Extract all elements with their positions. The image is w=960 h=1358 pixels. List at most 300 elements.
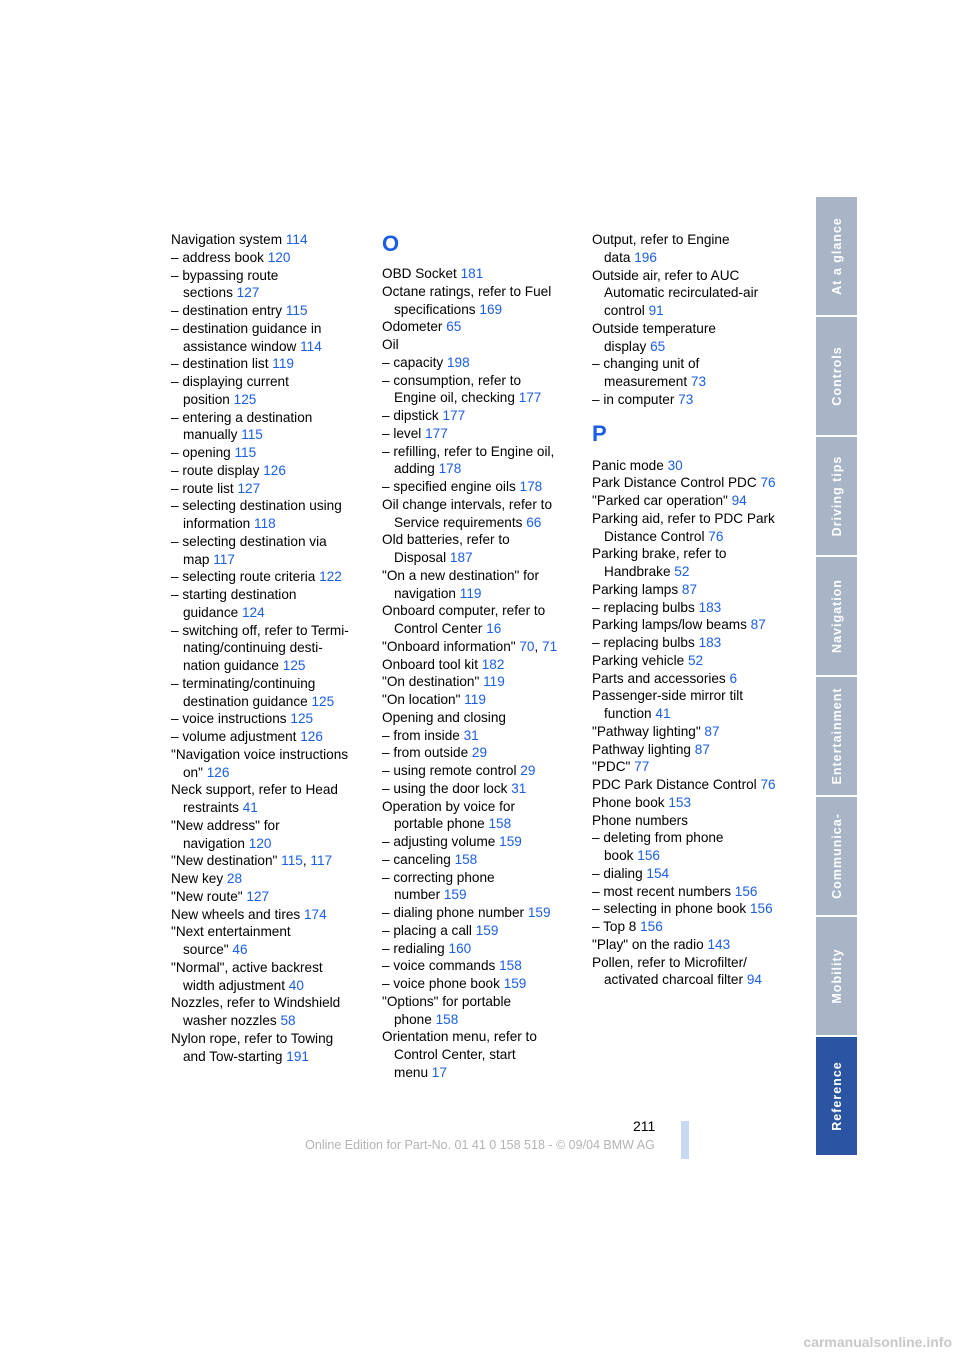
page-reference-link[interactable]: 91 — [648, 303, 664, 318]
page-reference-link[interactable]: 159 — [475, 922, 499, 938]
page-reference-link[interactable]: 76 — [708, 528, 724, 544]
index-entry-text: phone — [394, 1011, 436, 1027]
index-entry — [171, 231, 361, 249]
index-entry-text: – using remote control — [382, 763, 521, 778]
index-entry-text: Disposal — [394, 550, 450, 565]
index-entry-text: – in computer — [592, 391, 679, 407]
index-entry-text: manually — [183, 427, 242, 443]
page-reference-link[interactable]: 143 — [707, 936, 731, 952]
page-reference-link[interactable]: 159 — [527, 905, 551, 920]
index-entry-text: Automatic recirculated-air — [604, 285, 759, 301]
chapter-tab-driving-tips[interactable] — [816, 437, 857, 557]
index-entry — [171, 835, 361, 853]
page-reference-link[interactable]: 120 — [248, 835, 272, 851]
index-entry — [592, 302, 787, 320]
index-entry-text: Octane ratings, refer to Fuel — [382, 283, 552, 299]
page-reference-link[interactable]: 77 — [634, 759, 650, 775]
index-entry — [171, 977, 361, 995]
index-entry — [171, 693, 361, 711]
index-entry-text: portable phone — [394, 816, 489, 832]
page-reference-link[interactable]: 159 — [499, 834, 522, 849]
index-entry-text: Pollen, refer to Microfilter/ — [592, 954, 747, 970]
index-entry-text: – opening — [171, 445, 235, 460]
index-entry-text: Parking lamps/low beams — [592, 617, 751, 633]
page-reference-link[interactable]: 73 — [678, 391, 694, 407]
page-reference-link[interactable]: 71 — [542, 638, 558, 654]
page-reference-link[interactable]: 125 — [233, 391, 257, 407]
index-entry-text: restraints — [183, 800, 243, 815]
page-reference-link[interactable]: 191 — [286, 1048, 309, 1064]
index-entry — [171, 355, 361, 373]
page-reference-link[interactable]: 119 — [483, 674, 505, 690]
index-entry-text: – from inside — [382, 727, 464, 743]
page-reference-link[interactable]: 125 — [290, 711, 314, 727]
page-reference-link[interactable]: 159 — [503, 976, 527, 991]
index-entry — [171, 746, 361, 764]
index-entry — [171, 852, 361, 870]
page-reference-link[interactable]: 31 — [463, 727, 479, 743]
page-reference-link[interactable]: 156 — [640, 919, 663, 934]
index-entry — [592, 776, 787, 794]
index-entry-text: Output, refer to Engine — [592, 232, 730, 247]
index-entry — [382, 780, 572, 798]
page-reference-link[interactable]: 177 — [442, 408, 466, 423]
index-entry — [382, 886, 572, 904]
index-entry — [171, 568, 361, 586]
chapter-tab-at-a-glance[interactable] — [816, 197, 857, 317]
page-reference-link[interactable]: 119 — [464, 692, 486, 707]
index-entry-text: – destination entry — [171, 303, 286, 318]
chapter-tab-entertainment[interactable] — [816, 677, 857, 797]
page-reference-link[interactable]: 87 — [750, 617, 766, 633]
page-reference-link[interactable]: 127 — [237, 480, 261, 496]
page-reference-link[interactable]: 115 — [234, 445, 257, 460]
page-reference-link[interactable]: 156 — [637, 848, 660, 863]
chapter-tab-label: Communica- — [829, 813, 844, 899]
index-entry — [171, 586, 361, 604]
index-entry — [592, 320, 787, 338]
index-column-3 — [592, 231, 787, 989]
page-reference-link[interactable]: 198 — [446, 354, 470, 370]
index-entry — [592, 670, 787, 688]
index-entry-text: Parking aid, refer to PDC Park — [592, 510, 775, 526]
index-entry-text: specifications — [394, 301, 480, 317]
index-entry-text: Panic mode — [592, 457, 668, 473]
index-entry — [382, 815, 572, 833]
index-entry — [382, 638, 572, 656]
page-reference-link[interactable]: 182 — [481, 656, 505, 672]
index-entry-text: map — [183, 551, 214, 567]
index-entry — [592, 847, 787, 865]
page-reference-link[interactable]: 58 — [280, 1013, 296, 1028]
index-entry — [382, 336, 572, 354]
index-entry-text: – canceling — [382, 851, 455, 867]
index-entry-text: Phone numbers — [592, 812, 688, 828]
page-reference-link[interactable]: 126 — [206, 764, 230, 780]
index-entry-text: Oil change intervals, refer to — [382, 496, 553, 512]
page-reference-link[interactable]: 87 — [681, 581, 698, 597]
page-reference-link[interactable]: 46 — [232, 942, 248, 957]
index-entry-text: Passenger-side mirror tilt — [592, 688, 744, 704]
index-entry — [592, 741, 787, 759]
index-entry — [171, 639, 361, 657]
page-reference-link[interactable]: 183 — [698, 599, 722, 615]
page-reference-link[interactable]: 187 — [449, 550, 473, 565]
index-entry-text: Nozzles, refer to Windshield — [171, 995, 341, 1011]
page-reference-link[interactable]: 28 — [226, 871, 243, 886]
index-entry — [171, 870, 361, 888]
index-entry-text: Parking vehicle — [592, 652, 688, 668]
index-entry — [382, 496, 572, 514]
index-entry-text: – volume adjustment — [171, 729, 301, 744]
index-entry-text: Distance Control — [604, 528, 709, 544]
index-entry-text: activated charcoal filter — [604, 972, 747, 988]
chapter-tab-label: Navigation — [829, 579, 844, 653]
index-entry-text: sections — [183, 285, 237, 301]
page-reference-link[interactable]: 114 — [285, 232, 308, 247]
page-reference-link[interactable]: 70 — [519, 638, 535, 654]
page-reference-link[interactable]: 16 — [486, 621, 502, 636]
index-entry — [171, 906, 361, 924]
index-entry — [382, 993, 572, 1011]
chapter-tab-navigation[interactable] — [816, 557, 857, 677]
chapter-tab-mobility[interactable] — [816, 917, 857, 1037]
page-reference-link[interactable]: 169 — [479, 301, 503, 317]
index-entry — [592, 687, 787, 705]
index-entry — [171, 444, 361, 462]
index-entry — [171, 391, 361, 409]
page-reference-link[interactable]: 196 — [634, 249, 657, 265]
index-entry — [592, 954, 787, 972]
page-reference-link[interactable]: 125 — [311, 693, 335, 709]
index-entry — [171, 959, 361, 977]
index-entry-text: book — [604, 848, 638, 863]
index-entry-text: Opening and closing — [382, 709, 506, 725]
index-entry — [592, 510, 787, 528]
index-entry-text: – selecting route criteria — [171, 569, 320, 585]
index-entry — [382, 372, 572, 390]
page-reference-link[interactable]: 31 — [511, 780, 527, 796]
index-entry — [382, 354, 572, 372]
chapter-tab-controls[interactable] — [816, 317, 857, 437]
index-entry — [382, 265, 572, 283]
page-reference-link[interactable]: 160 — [448, 940, 472, 956]
index-entry-text: – most recent numbers — [592, 883, 735, 899]
index-entry — [171, 284, 361, 302]
index-entry — [171, 1030, 361, 1048]
page-reference-link[interactable]: 154 — [646, 865, 670, 881]
index-entry — [592, 249, 787, 267]
page-reference-link[interactable]: 156 — [749, 901, 773, 917]
page-reference-link[interactable]: 158 — [435, 1011, 459, 1027]
index-entry — [382, 851, 572, 869]
page-reference-link[interactable]: 158 — [454, 851, 478, 867]
index-entry — [382, 301, 572, 319]
index-entry — [382, 514, 572, 532]
page-reference-link[interactable]: 65 — [446, 319, 462, 335]
index-entry — [592, 758, 787, 776]
index-entry — [382, 531, 572, 549]
index-entry-text: Nylon rope, refer to Towing — [171, 1030, 334, 1046]
page-reference-link[interactable]: 181 — [460, 266, 484, 281]
page-reference-link[interactable]: 156 — [734, 883, 758, 899]
index-entry — [171, 764, 361, 782]
page-reference-link[interactable]: 153 — [668, 794, 692, 810]
index-entry-text: width adjustment — [183, 977, 289, 993]
page-reference-link[interactable]: 117 — [310, 853, 333, 869]
page-reference-link[interactable]: 118 — [254, 516, 276, 531]
index-entry — [171, 675, 361, 693]
index-entry-text: – displaying current — [171, 374, 289, 389]
page-reference-link[interactable]: 87 — [694, 741, 710, 757]
index-entry — [382, 709, 572, 727]
index-entry-text: "Next entertainment — [171, 924, 291, 940]
page-reference-link[interactable]: 76 — [760, 475, 776, 491]
page-reference-link[interactable]: 65 — [650, 338, 666, 354]
index-entry — [382, 762, 572, 780]
page-reference-link[interactable]: 76 — [760, 777, 776, 792]
index-entry — [171, 497, 361, 515]
page-reference-link[interactable]: 159 — [443, 887, 467, 903]
index-column-1 — [171, 231, 361, 1065]
index-entry-text: – switching off, refer to Termi- — [171, 622, 349, 638]
page-reference-link[interactable]: 158 — [488, 816, 512, 832]
page-reference-link[interactable]: 17 — [431, 1064, 447, 1080]
index-entry — [592, 581, 787, 599]
index-entry — [382, 940, 572, 958]
page-reference-link[interactable]: 183 — [698, 635, 722, 650]
page-reference-link[interactable]: 87 — [704, 723, 720, 739]
page-reference-link[interactable]: 73 — [690, 374, 707, 389]
index-entry-text: washer nozzles — [183, 1013, 281, 1028]
page-reference-link[interactable]: 158 — [499, 958, 522, 974]
chapter-tab-label: Mobility — [829, 948, 844, 1004]
index-entry — [382, 567, 572, 585]
index-entry-text: navigation — [183, 835, 249, 851]
index-entry-text: Service requirements — [394, 514, 527, 530]
index-entry-text: – changing unit of — [592, 356, 700, 372]
index-entry-text: – voice instructions — [171, 711, 291, 727]
index-entry — [171, 1012, 361, 1030]
index-entry — [171, 657, 361, 675]
index-entry-text: OBD Socket — [382, 266, 461, 281]
page-reference-link[interactable]: 41 — [655, 706, 671, 721]
chapter-tab-label: Controls — [829, 346, 844, 406]
page-reference-link[interactable]: 41 — [242, 800, 258, 815]
page-reference-link[interactable]: 126 — [300, 729, 323, 744]
chapter-tab-label: Reference — [829, 1061, 844, 1131]
index-entry — [171, 533, 361, 551]
index-entry — [382, 407, 572, 425]
page-reference-link[interactable]: 126 — [263, 462, 286, 478]
index-entry-text: – bypassing route — [171, 267, 279, 283]
index-entry-text: "Play" on the radio — [592, 936, 708, 952]
index-entry — [592, 373, 787, 391]
index-entry — [592, 900, 787, 918]
section-letter: O — [382, 231, 400, 256]
index-entry-text: – correcting phone — [382, 869, 495, 885]
page-reference-link[interactable]: 29 — [520, 763, 536, 778]
index-entry — [382, 798, 572, 816]
page-reference-link[interactable]: 52 — [687, 652, 704, 668]
index-entry — [592, 616, 787, 634]
index-entry-text: navigation — [394, 585, 460, 601]
page-reference-separator: , — [302, 853, 311, 869]
page-reference-link[interactable]: 177 — [518, 390, 542, 406]
index-entry — [592, 563, 787, 581]
index-entry-text: – voice commands — [382, 958, 500, 974]
index-entry-text: – voice phone book — [382, 976, 504, 991]
page-reference-link[interactable]: 177 — [425, 425, 448, 441]
index-entry-text: – using the door lock — [382, 780, 512, 796]
page-number: 211 — [633, 1118, 656, 1134]
index-entry-text: source" — [183, 942, 233, 957]
index-entry-text: Parking lamps — [592, 581, 682, 597]
index-column-2 — [382, 231, 572, 1082]
index-entry — [592, 652, 787, 670]
index-entry — [382, 389, 572, 407]
page-reference-link[interactable]: 117 — [213, 551, 235, 567]
index-entry — [382, 318, 572, 336]
index-entry — [171, 249, 361, 267]
index-entry — [592, 492, 787, 510]
index-entry — [382, 744, 572, 762]
page-reference-link[interactable]: 178 — [519, 479, 543, 494]
index-entry — [171, 338, 361, 356]
page-reference-link[interactable]: 6 — [729, 670, 738, 686]
index-entry — [382, 620, 572, 638]
index-entry-text: – placing a call — [382, 922, 476, 938]
index-entry-text: – from outside — [382, 745, 472, 761]
index-entry-text: Parts and accessories — [592, 670, 730, 686]
index-entry-text: – adjusting volume — [382, 834, 500, 849]
index-entry-text: – selecting destination using — [171, 498, 342, 514]
page-reference-link[interactable]: 66 — [526, 514, 542, 530]
page-reference-link[interactable]: 119 — [459, 585, 482, 601]
index-entry — [382, 283, 572, 301]
index-entry-text: on" — [183, 764, 207, 780]
index-entry — [592, 545, 787, 563]
index-entry-text: – route list — [171, 480, 238, 496]
index-entry-text: Handbrake — [604, 564, 675, 579]
index-entry — [382, 673, 572, 691]
index-entry — [382, 443, 572, 461]
page-reference-link[interactable]: 174 — [303, 906, 327, 922]
index-entry — [592, 936, 787, 954]
index-entry-text: PDC Park Distance Control — [592, 777, 761, 792]
index-entry — [171, 462, 361, 480]
index-entry — [382, 869, 572, 887]
index-entry-text: New wheels and tires — [171, 906, 304, 922]
index-entry-text: "Parked car operation" — [592, 493, 732, 508]
page-reference-link[interactable]: 120 — [267, 249, 291, 265]
page-reference-link[interactable]: 40 — [288, 977, 304, 993]
index-entry-text: "Navigation voice instructions — [171, 746, 349, 762]
index-entry-text: "New address" for — [171, 817, 280, 833]
index-entry — [592, 457, 787, 475]
page-reference-link[interactable]: 178 — [438, 461, 462, 477]
index-entry-text: Phone book — [592, 794, 669, 810]
page-reference-link[interactable]: 94 — [746, 972, 762, 988]
index-entry — [171, 994, 361, 1012]
index-entry-text: – dialing — [592, 865, 647, 881]
section-letter: P — [592, 420, 607, 446]
page-reference-link[interactable]: 114 — [300, 338, 322, 354]
index-entry — [592, 634, 787, 652]
index-entry — [382, 460, 572, 478]
index-entry — [171, 710, 361, 728]
index-entry-text: – destination list — [171, 356, 273, 372]
index-entry-text: – selecting in phone book — [592, 901, 750, 917]
index-entry — [171, 480, 361, 498]
index-entry-text: Orientation menu, refer to — [382, 1029, 537, 1045]
footer-edition-note: Online Edition for Part-No. 01 41 0 158 518 - © 09/04 BMW AG — [305, 1138, 655, 1152]
index-entry-text: Old batteries, refer to — [382, 532, 510, 548]
index-entry — [171, 941, 361, 959]
index-entry-text: guidance — [183, 604, 242, 620]
page-reference-link[interactable]: 122 — [319, 569, 342, 585]
index-entry — [592, 391, 787, 409]
page-reference-link[interactable]: 52 — [674, 564, 690, 579]
index-entry-text: – consumption, refer to — [382, 372, 522, 388]
page-reference-link[interactable]: 29 — [471, 745, 488, 761]
index-entry-text: – destination guidance in — [171, 320, 322, 336]
page-reference-link[interactable]: 30 — [667, 457, 683, 473]
index-entry-text: Outside temperature — [592, 320, 716, 336]
index-entry-text: information — [183, 516, 255, 531]
page-reference-link[interactable]: 127 — [246, 888, 270, 904]
chapter-tab-label: At a glance — [829, 217, 844, 295]
index-entry-text: Operation by voice for — [382, 798, 515, 814]
index-entry-text: Navigation system — [171, 232, 286, 247]
index-entry — [382, 585, 572, 603]
page-reference-link[interactable]: 127 — [236, 285, 260, 301]
page-reference-link[interactable]: 125 — [282, 658, 306, 673]
page-reference-link[interactable]: 115 — [285, 303, 308, 318]
index-entry — [592, 599, 787, 617]
index-entry — [382, 1046, 572, 1064]
index-entry — [382, 904, 572, 922]
index-entry-text: nation guidance — [183, 658, 283, 673]
index-entry-text: – replacing bulbs — [592, 635, 699, 650]
index-entry — [592, 474, 787, 492]
index-entry — [382, 691, 572, 709]
index-entry-text: data — [604, 249, 635, 265]
index-entry — [592, 971, 787, 989]
page-reference-link[interactable]: 119 — [272, 356, 294, 372]
index-entry — [171, 781, 361, 799]
index-entry-text: – capacity — [382, 354, 447, 370]
chapter-tab-communica[interactable] — [816, 797, 857, 917]
page-reference-link[interactable]: 124 — [241, 604, 265, 620]
page-reference-link[interactable]: 115 — [281, 853, 303, 869]
index-entry — [382, 425, 572, 443]
index-entry — [171, 604, 361, 622]
index-entry-text: – deleting from phone — [592, 830, 724, 846]
index-entry-text: Park Distance Control PDC — [592, 475, 761, 491]
index-entry-text: destination guidance — [183, 693, 312, 709]
index-entry-text: Onboard tool kit — [382, 656, 482, 672]
watermark: carmanualsonline.info — [803, 1334, 952, 1350]
index-entry-text: Control Center, start — [394, 1047, 516, 1062]
page-reference-link[interactable]: 115 — [241, 427, 263, 443]
index-entry — [171, 888, 361, 906]
page-reference-link[interactable]: 94 — [731, 493, 747, 508]
index-entry-text: "New route" — [171, 888, 247, 904]
index-entry-text: function — [604, 706, 656, 721]
index-entry-text: Parking brake, refer to — [592, 546, 727, 562]
index-entry — [171, 515, 361, 533]
